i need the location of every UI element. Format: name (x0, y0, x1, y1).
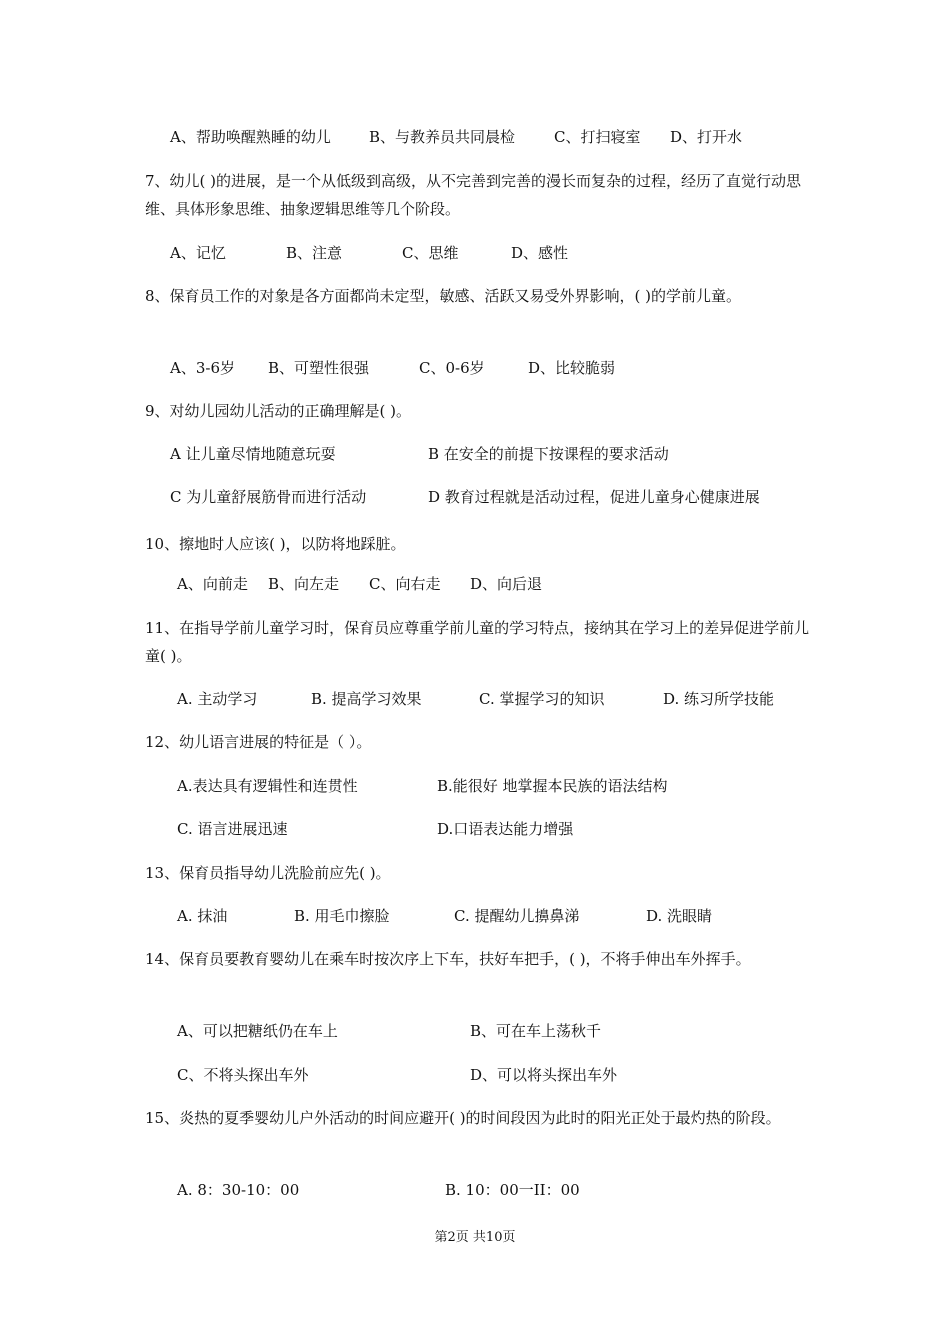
q11-option-b: B. 提高学习效果 (311, 690, 422, 708)
q13-option-a: A. 抹油 (177, 907, 228, 925)
question-10: 10、擦地时人应该( )，以防将地踩脏。 (145, 535, 406, 553)
q13-option-d: D. 洗眼睛 (646, 907, 713, 925)
q14-option-a: A、可以把糖纸仍在车上 (177, 1022, 338, 1040)
q7-option-c: C、思维 (402, 244, 459, 262)
question-9: 9、对幼儿园幼儿活动的正确理解是( )。 (145, 402, 412, 420)
q13-option-c: C. 提醒幼儿擤鼻涕 (454, 907, 580, 925)
q8-option-b: B、可塑性很强 (268, 359, 370, 377)
q6-option-b: B、与教养员共同晨检 (369, 128, 516, 146)
q12-option-c: C. 语言进展迅速 (177, 820, 288, 838)
q12-option-a: A.表达具有逻辑性和连贯性 (177, 777, 358, 795)
q13-option-b: B. 用毛巾擦脸 (294, 907, 390, 925)
q8-option-c: C、0-6岁 (419, 359, 485, 377)
question-11: 11、在指导学前儿童学习时，保育员应尊重学前儿童的学习特点，接纳其在学习上的差异促进学前儿童( )。 (145, 619, 810, 665)
q12-option-d: D.口语表达能力增强 (437, 820, 574, 838)
q9-option-b: B 在安全的前提下按课程的要求活动 (428, 445, 669, 463)
q8-option-d: D、比较脆弱 (528, 359, 616, 377)
question-8: 8、保育员工作的对象是各方面都尚未定型，敏感、活跃又易受外界影响，( )的学前儿童。 (145, 287, 742, 305)
page-footer: 第2页 共10页 (434, 1230, 516, 1245)
q6-option-d: D、打开水 (670, 128, 743, 146)
q7-option-d: D、感性 (511, 244, 569, 262)
q14-option-d: D、可以将头探出车外 (470, 1066, 618, 1084)
q11-option-a: A. 主动学习 (177, 690, 258, 708)
q10-option-b: B、向左走 (268, 575, 340, 593)
q15-option-b: B. 10：00一II：00 (445, 1181, 580, 1199)
q7-option-a: A、记忆 (170, 244, 226, 262)
q10-option-d: D、向后退 (470, 575, 543, 593)
q14-option-b: B、可在车上荡秋千 (470, 1022, 602, 1040)
question-7: 7、幼儿( )的进展，是一个从低级到高级，从不完善到完善的漫长而复杂的过程，经历了直觉行动思维、具体形象思维、抽象逻辑思维等几个阶段。 (145, 172, 802, 218)
q9-option-d: D 教育过程就是活动过程，促进儿童身心健康进展 (428, 488, 760, 506)
q6-option-c: C、打扫寝室 (554, 128, 641, 146)
q15-option-a: A. 8：30-10：00 (177, 1181, 300, 1199)
q6-option-a: A、帮助唤醒熟睡的幼儿 (170, 128, 331, 146)
q10-option-c: C、向右走 (369, 575, 441, 593)
q11-option-c: C. 掌握学习的知识 (479, 690, 605, 708)
q8-option-a: A、3-6岁 (170, 359, 235, 377)
question-14: 14、保育员要教育婴幼儿在乘车时按次序上下车，扶好车把手，( )，不将手伸出车外挥手。 (145, 950, 751, 968)
q7-option-b: B、注意 (286, 244, 343, 262)
question-12: 12、幼儿语言进展的特征是（ ）。 (145, 733, 372, 751)
q11-option-d: D. 练习所学技能 (663, 690, 775, 708)
q9-option-c: C 为儿童舒展筋骨而进行活动 (170, 488, 367, 506)
q9-option-a: A 让儿童尽情地随意玩耍 (170, 445, 336, 463)
question-15: 15、炎热的夏季婴幼儿户外活动的时间应避开( )的时间段因为此时的阳光正处于最灼热的阶段。 (145, 1109, 781, 1127)
q10-option-a: A、向前走 (177, 575, 248, 593)
q12-option-b: B.能很好 地掌握本民族的语法结构 (437, 777, 668, 795)
question-13: 13、保育员指导幼儿洗脸前应先( )。 (145, 864, 391, 882)
q14-option-c: C、不将头探出车外 (177, 1066, 309, 1084)
